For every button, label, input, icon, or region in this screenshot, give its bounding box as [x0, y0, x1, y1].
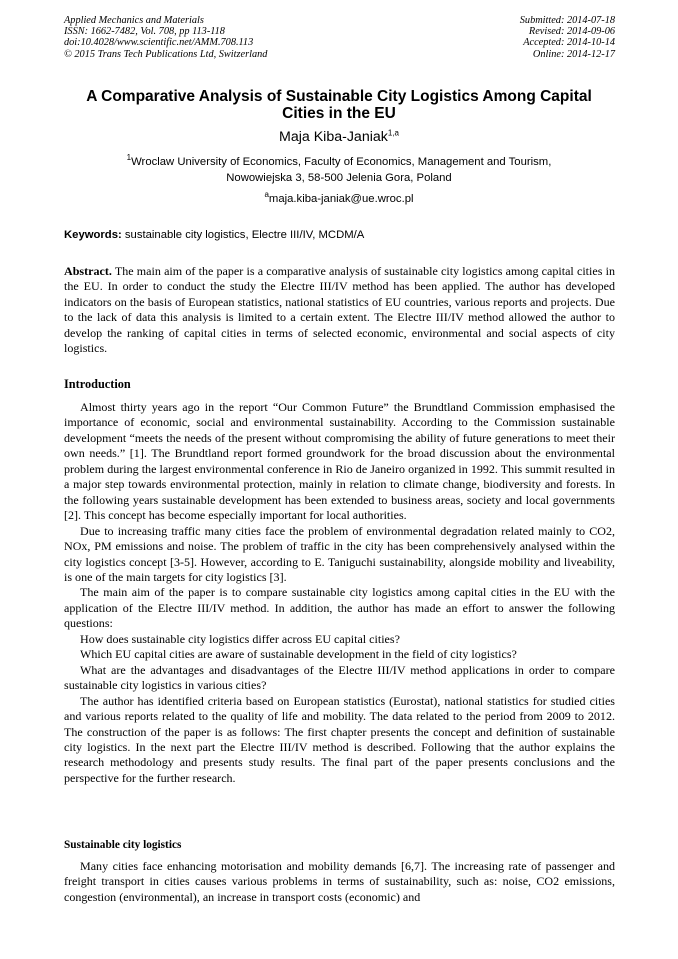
author-superscript: 1,a: [387, 128, 399, 138]
journal-name: Applied Mechanics and Materials: [64, 15, 204, 26]
sustainable-heading: Sustainable city logistics: [64, 839, 182, 851]
journal-doi: doi:10.4028/www.scientific.net/AMM.708.113: [64, 37, 254, 49]
keywords-label: Keywords:: [64, 229, 122, 241]
paragraph: The author has identified criteria based on European statistics (Eurostat), national statistics for studied cities and various reports related to the quality of life and mobility. The data related to the period from 2009 to 2012. The construction of the paper is as follows: The first chapter presents the concept and definition of sustainable city logistics. In the next part the Electre III/IV method is described. Following that the author explains the research methodology and presents study results. The final part of the paper presents conclusions and the perspective for the further research.: [64, 693, 615, 785]
paragraph: The main aim of the paper is to compare sustainable city logistics among capital cities in the EU with the application of the Electre III/IV method. In addition, the author has made an effort to answer the following questions:: [64, 585, 615, 631]
paragraph: Due to increasing traffic many cities face the problem of environmental degradation related mainly to CO2, NOx, PM emissions and noise. The problem of traffic in the city has been comprehensively analysed within the city logistics concept [3-5]. However, according to E. Taniguchi sustainability, alongside mobility and liveability, is one of the main targets for city logistics [3].: [64, 523, 615, 584]
date-accepted: Accepted: 2014-10-14: [523, 37, 615, 49]
research-question: What are the advantages and disadvantages of the Electre III/IV method applications in order to compare sustainable city logistics in various cities?: [64, 662, 615, 693]
journal-issn: ISSN: 1662-7482, Vol. 708, pp 113-118: [64, 26, 225, 38]
research-question: How does sustainable city logistics differ across EU capital cities?: [80, 631, 400, 646]
abstract-label: Abstract.: [64, 264, 112, 278]
research-question: Which EU capital cities are aware of sustainable development in the field of city logistics?: [80, 647, 517, 662]
journal-info: [64, 15, 267, 60]
author-email-line: [70, 192, 608, 206]
introduction-body: [64, 400, 615, 786]
date-revised: Revised: 2014-09-06: [528, 26, 615, 38]
introduction-heading: Introduction: [64, 377, 131, 391]
date-submitted: Submitted: 2014-07-18: [519, 15, 615, 26]
email-superscript: a: [264, 190, 269, 200]
affiliation-line-2: Nowowiejska 3, 58-500 Jelenia Gora, Poland: [226, 171, 452, 184]
author-name: Maja Kiba-Janiak: [279, 129, 388, 145]
affiliation-superscript: 1: [126, 153, 132, 163]
publication-dates: [520, 15, 615, 60]
abstract-text: The main aim of the paper is a comparative analysis of sustainable city logistics among capital cities in the EU. In order to conduct the study the Electre III/IV method has been applied. The author has developed indicators on the basis of European statistics, national statistics of EU countries, various reports and projects. Due to the lack of data this analysis is limited to a certain extent. The Electre III/IV method allowed the author to develop the ranking of capital cities in terms of selected economic, environmental and social aspects of city logistics.: [64, 264, 615, 356]
paragraph: Many cities face enhancing motorisation and mobility demands [6,7]. The increasing rate of passenger and freight transport in cities causes various problems in terms of sustainability, such as: noise, CO2 emissions, congestion (environmental), an increase in transport costs (economic) and: [64, 859, 615, 904]
journal-copyright: © 2015 Trans Tech Publications Ltd, Switzerland: [64, 48, 268, 60]
paragraph: Almost thirty years ago in the report “Our Common Future” the Brundtland Commission emphasised the importance of economic, social and environmental sustainability. According to the Commission sustainable development “meets the needs of the present without compromising the ability of future generations to meet their own needs.” [1]. The Brundtland report formed groundwork for the broad discussion about the environmental problem during the largest environmental conference in Rio de Janeiro organized in 1992. This summit resulted in a major step towards environmental protection, mainly in relation to climate change, biodiversity and forests. In the following years sustainable development has been extended to business areas, society and local governments [2]. This concept has become especially important for local authorities.: [64, 400, 615, 523]
sustainable-body: [64, 859, 615, 905]
author-line: [70, 129, 608, 145]
date-online: Online: 2014-12-17: [532, 48, 615, 60]
abstract: [64, 264, 615, 357]
author-email: maja.kiba-janiak@ue.wroc.pl: [268, 193, 414, 205]
affiliation-line-1: $^1$Wroclaw University of Economics, Faculty of Economics, Management and Tourism,: [126, 153, 552, 168]
affiliation: [70, 155, 608, 186]
paper-title: A Comparative Analysis of Sustainable City Logistics Among Capital Cities in the EU: [86, 88, 592, 122]
keywords: [64, 228, 616, 242]
keywords-text: sustainable city logistics, Electre III/IV, MCDM/A: [124, 229, 365, 241]
